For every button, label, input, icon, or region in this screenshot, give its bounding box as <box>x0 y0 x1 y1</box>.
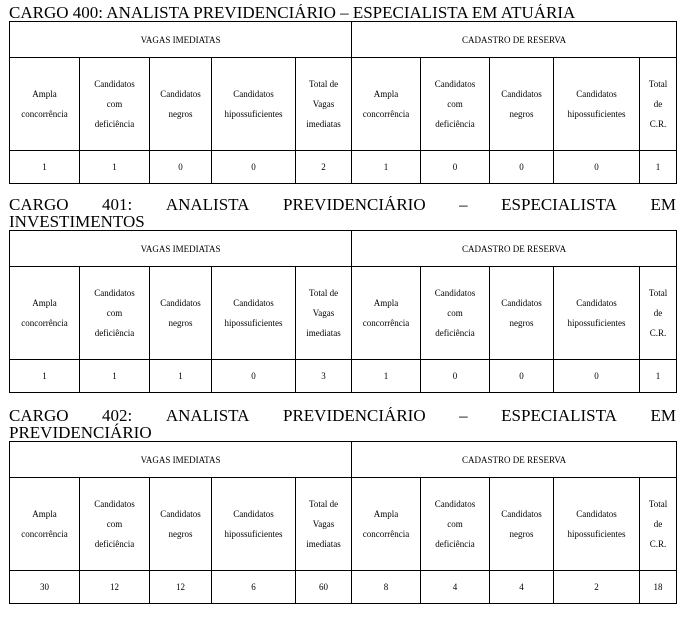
header-line: de <box>653 519 663 529</box>
value-cr-candidatos-hipossuficientes: 2 <box>554 571 640 604</box>
value-cr-candidatos-deficiencia: 0 <box>421 360 490 393</box>
header-cr-ampla-concorrencia <box>352 267 421 360</box>
header-line: concorrência <box>21 318 68 328</box>
header-ampla-concorrencia <box>10 267 80 360</box>
header-total-cr <box>640 58 677 151</box>
header-line: hipossuficientes <box>567 318 626 328</box>
header-candidatos-hipossuficientes <box>212 478 296 571</box>
title-word: CARGO <box>9 196 69 214</box>
cargo-400-section <box>9 4 676 184</box>
cargo-401-title-line2: INVESTIMENTOS <box>9 212 145 230</box>
header-cr-candidatos-deficiencia <box>421 267 490 360</box>
header-line: Candidatos <box>160 509 201 519</box>
cadastro-reserva-header: CADASTRO DE RESERVA <box>352 22 677 58</box>
title-word: – <box>459 196 468 214</box>
header-line: Ampla <box>373 298 399 308</box>
header-line: imediatas <box>306 539 341 549</box>
header-line: concorrência <box>362 109 410 119</box>
header-line: Candidatos <box>434 499 476 509</box>
value-ampla-concorrencia: 1 <box>10 151 80 184</box>
title-word: CARGO <box>9 407 69 425</box>
header-cr-candidatos-negros <box>490 478 554 571</box>
header-cr-candidatos-negros <box>490 58 554 151</box>
header-line: Candidatos <box>94 288 135 298</box>
vagas-imediatas-header: VAGAS IMEDIATAS <box>10 442 352 478</box>
value-total-cr: 18 <box>640 571 677 604</box>
header-cr-candidatos-hipossuficientes <box>554 267 640 360</box>
header-line: Total de <box>308 79 339 89</box>
header-line: deficiência <box>94 119 135 129</box>
header-line: Candidatos <box>233 89 274 99</box>
header-total-vagas-imediatas <box>296 478 352 571</box>
header-line: com <box>447 308 463 318</box>
header-line: com <box>447 519 463 529</box>
value-cr-candidatos-negros: 0 <box>490 360 554 393</box>
header-line: Ampla <box>32 298 57 308</box>
header-line: Total de <box>308 499 339 509</box>
header-ampla-concorrencia <box>10 58 80 151</box>
header-line: imediatas <box>306 119 341 129</box>
header-line: Ampla <box>32 89 57 99</box>
cargo-400-title: CARGO 400: ANALISTA PREVIDENCIÁRIO – ESPECIALISTA EM ATUÁRIA <box>9 4 576 21</box>
header-line: Candidatos <box>160 298 201 308</box>
header-line: imediatas <box>306 328 341 338</box>
header-line: Vagas <box>312 99 335 109</box>
value-candidatos-hipossuficientes: 0 <box>212 151 296 184</box>
header-line: hipossuficientes <box>224 529 283 539</box>
header-line: negros <box>509 318 534 328</box>
cargo-401-section <box>9 196 676 393</box>
cadastro-reserva-header: CADASTRO DE RESERVA <box>352 442 677 478</box>
title-word: ESPECIALISTA <box>501 196 617 214</box>
header-line: Vagas <box>312 308 335 318</box>
header-cr-candidatos-hipossuficientes <box>554 478 640 571</box>
header-line: negros <box>168 318 193 328</box>
cargo-402-title <box>9 407 676 441</box>
header-line: deficiência <box>435 539 475 549</box>
value-candidatos-deficiencia: 12 <box>80 571 150 604</box>
header-line: hipossuficientes <box>224 109 283 119</box>
header-line: Candidatos <box>94 79 135 89</box>
title-word: ANALISTA <box>165 196 250 214</box>
header-cr-candidatos-deficiencia <box>421 478 490 571</box>
header-line: Candidatos <box>233 509 274 519</box>
value-cr-candidatos-deficiencia: 4 <box>421 571 490 604</box>
header-line: hipossuficientes <box>224 318 283 328</box>
value-total-vagas-imediatas: 2 <box>296 151 352 184</box>
title-word: EM <box>650 196 676 214</box>
cadastro-reserva-header: CADASTRO DE RESERVA <box>352 231 677 267</box>
vagas-imediatas-header: VAGAS IMEDIATAS <box>10 22 352 58</box>
header-line: Candidatos <box>434 79 476 89</box>
header-line: Candidatos <box>501 298 542 308</box>
title-word: EM <box>650 407 676 425</box>
value-ampla-concorrencia: 30 <box>10 571 80 604</box>
cargo-400-table <box>9 21 677 184</box>
header-cr-ampla-concorrencia <box>352 58 421 151</box>
header-line: Candidatos <box>501 509 542 519</box>
header-ampla-concorrencia <box>10 478 80 571</box>
header-line: negros <box>509 529 534 539</box>
value-cr-candidatos-negros: 0 <box>490 151 554 184</box>
header-line: Ampla <box>32 509 57 519</box>
header-line: deficiência <box>94 539 135 549</box>
header-candidatos-negros <box>150 58 212 151</box>
header-candidatos-hipossuficientes <box>212 58 296 151</box>
header-line: negros <box>168 109 193 119</box>
value-total-vagas-imediatas: 3 <box>296 360 352 393</box>
title-word: PREVIDENCIÁRIO <box>282 196 426 214</box>
header-line: Candidatos <box>501 89 542 99</box>
header-line: concorrência <box>362 529 410 539</box>
value-candidatos-deficiencia: 1 <box>80 151 150 184</box>
header-line: C.R. <box>649 539 667 549</box>
header-candidatos-negros <box>150 267 212 360</box>
header-candidatos-deficiencia <box>80 58 150 151</box>
cargo-401-table <box>9 230 677 393</box>
value-candidatos-negros: 1 <box>150 360 212 393</box>
header-line: Total <box>648 288 668 298</box>
header-line: Candidatos <box>233 298 274 308</box>
value-ampla-concorrencia: 1 <box>10 360 80 393</box>
header-line: Candidatos <box>576 89 617 99</box>
title-word: ANALISTA <box>165 407 250 425</box>
header-line: concorrência <box>362 318 410 328</box>
value-candidatos-hipossuficientes: 6 <box>212 571 296 604</box>
header-candidatos-deficiencia <box>80 478 150 571</box>
header-cr-candidatos-deficiencia <box>421 58 490 151</box>
header-line: C.R. <box>649 328 667 338</box>
cargo-402-title-line2: PREVIDENCIÁRIO <box>9 423 152 441</box>
title-word: – <box>459 407 468 425</box>
value-total-cr: 1 <box>640 151 677 184</box>
value-cr-candidatos-deficiencia: 0 <box>421 151 490 184</box>
value-cr-ampla-concorrencia: 8 <box>352 571 421 604</box>
header-cr-candidatos-negros <box>490 267 554 360</box>
header-total-vagas-imediatas <box>296 58 352 151</box>
header-cr-candidatos-hipossuficientes <box>554 58 640 151</box>
value-candidatos-negros: 12 <box>150 571 212 604</box>
header-line: negros <box>168 529 193 539</box>
title-word: ESPECIALISTA <box>501 407 617 425</box>
title-word: PREVIDENCIÁRIO <box>282 407 426 425</box>
header-line: Candidatos <box>576 298 617 308</box>
header-line: Total <box>648 79 668 89</box>
header-line: deficiência <box>435 328 475 338</box>
cargo-402-section <box>9 407 676 604</box>
header-candidatos-hipossuficientes <box>212 267 296 360</box>
header-total-cr <box>640 478 677 571</box>
header-line: com <box>106 99 123 109</box>
header-line: Ampla <box>373 509 399 519</box>
header-line: deficiência <box>435 119 475 129</box>
header-line: Candidatos <box>94 499 135 509</box>
header-line: de <box>653 308 663 318</box>
header-line: negros <box>509 109 534 119</box>
header-line: Candidatos <box>160 89 201 99</box>
header-line: Vagas <box>312 519 335 529</box>
header-line: com <box>106 308 123 318</box>
header-cr-ampla-concorrencia <box>352 478 421 571</box>
header-line: com <box>106 519 123 529</box>
header-line: C.R. <box>649 119 667 129</box>
value-cr-ampla-concorrencia: 1 <box>352 360 421 393</box>
value-candidatos-negros: 0 <box>150 151 212 184</box>
value-cr-ampla-concorrencia: 1 <box>352 151 421 184</box>
header-line: de <box>653 99 663 109</box>
header-line: deficiência <box>94 328 135 338</box>
header-line: Candidatos <box>576 509 617 519</box>
value-cr-candidatos-negros: 4 <box>490 571 554 604</box>
header-line: concorrência <box>21 109 68 119</box>
cargo-401-title <box>9 196 676 230</box>
header-candidatos-negros <box>150 478 212 571</box>
value-candidatos-hipossuficientes: 0 <box>212 360 296 393</box>
cargo-402-table <box>9 441 677 604</box>
header-line: hipossuficientes <box>567 109 626 119</box>
header-line: Ampla <box>373 89 399 99</box>
value-cr-candidatos-hipossuficientes: 0 <box>554 360 640 393</box>
header-line: Total de <box>308 288 339 298</box>
header-total-cr <box>640 267 677 360</box>
header-line: concorrência <box>21 529 68 539</box>
header-line: Candidatos <box>434 288 476 298</box>
value-total-cr: 1 <box>640 360 677 393</box>
value-total-vagas-imediatas: 60 <box>296 571 352 604</box>
header-total-vagas-imediatas <box>296 267 352 360</box>
title-word: 402: <box>102 407 133 425</box>
header-line: Total <box>648 499 668 509</box>
value-candidatos-deficiencia: 1 <box>80 360 150 393</box>
title-word: 401: <box>102 196 133 214</box>
vagas-imediatas-header: VAGAS IMEDIATAS <box>10 231 352 267</box>
header-line: com <box>447 99 463 109</box>
value-cr-candidatos-hipossuficientes: 0 <box>554 151 640 184</box>
header-line: hipossuficientes <box>567 529 626 539</box>
header-candidatos-deficiencia <box>80 267 150 360</box>
